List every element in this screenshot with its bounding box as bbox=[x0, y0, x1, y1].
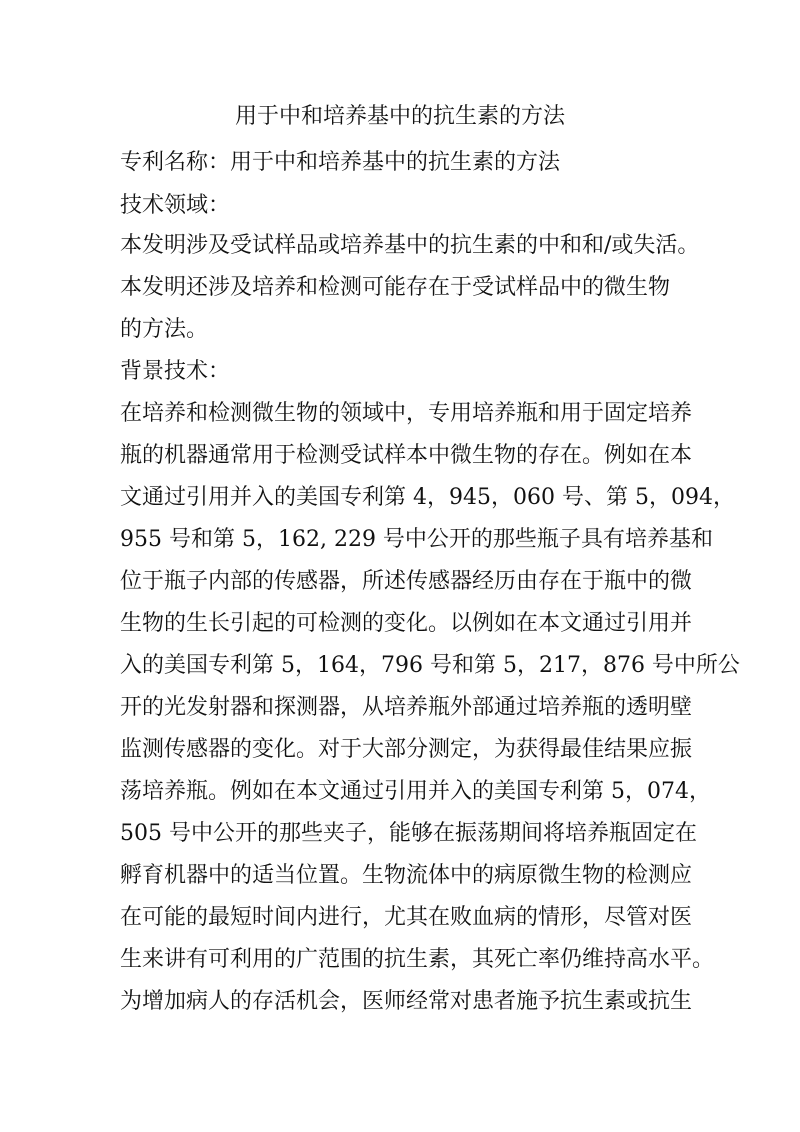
background-line-4: 955 号和第 5，162, 229 号中公开的那些瓶子具有培养基和 bbox=[120, 527, 713, 552]
background-line-7: 入的美国专利第 5，164，796 号和第 5，217，876 号中所公 bbox=[120, 653, 740, 678]
background-line-1: 在培养和检测微生物的领域中，专用培养瓶和用于固定培养 bbox=[120, 401, 693, 426]
background-line-15: 为增加病人的存活机会，医师经常对患者施予抗生素或抗生 bbox=[120, 989, 693, 1014]
document-title: 用于中和培养基中的抗生素的方法 bbox=[234, 104, 565, 129]
tech-field-heading: 技术领域： bbox=[120, 193, 231, 218]
tech-field-line-3: 的方法。 bbox=[120, 317, 209, 342]
background-line-13: 在可能的最短时间内进行，尤其在败血病的情形，尽管对医 bbox=[120, 905, 693, 930]
patent-name-line: 专利名称：用于中和培养基中的抗生素的方法 bbox=[120, 150, 561, 175]
background-line-5: 位于瓶子内部的传感器，所述传感器经历由存在于瓶中的微 bbox=[120, 569, 693, 594]
background-line-10: 荡培养瓶。例如在本文通过引用并入的美国专利第 5，074， bbox=[120, 779, 711, 804]
background-line-14: 生来讲有可利用的广范围的抗生素，其死亡率仍维持高水平。 bbox=[120, 947, 715, 972]
background-line-3: 文通过引用并入的美国专利第 4，945，060 号、第 5，094， bbox=[120, 485, 735, 510]
background-heading: 背景技术： bbox=[120, 359, 231, 384]
background-line-12: 孵育机器中的适当位置。生物流体中的病原微生物的检测应 bbox=[120, 863, 693, 888]
tech-field-line-2: 本发明还涉及培养和检测可能存在于受试样品中的微生物 bbox=[120, 275, 671, 300]
background-line-6: 生物的生长引起的可检测的变化。以例如在本文通过引用并 bbox=[120, 611, 693, 636]
background-line-11: 505 号中公开的那些夹子，能够在振荡期间将培养瓶固定在 bbox=[120, 821, 697, 846]
background-line-8: 开的光发射器和探测器，从培养瓶外部通过培养瓶的透明壁 bbox=[120, 695, 693, 720]
tech-field-line-1: 本发明涉及受试样品或培养基中的抗生素的中和和/或失活。 bbox=[120, 233, 700, 258]
background-line-2: 瓶的机器通常用于检测受试样本中微生物的存在。例如在本 bbox=[120, 443, 693, 468]
background-line-9: 监测传感器的变化。对于大部分测定，为获得最佳结果应振 bbox=[120, 737, 693, 762]
